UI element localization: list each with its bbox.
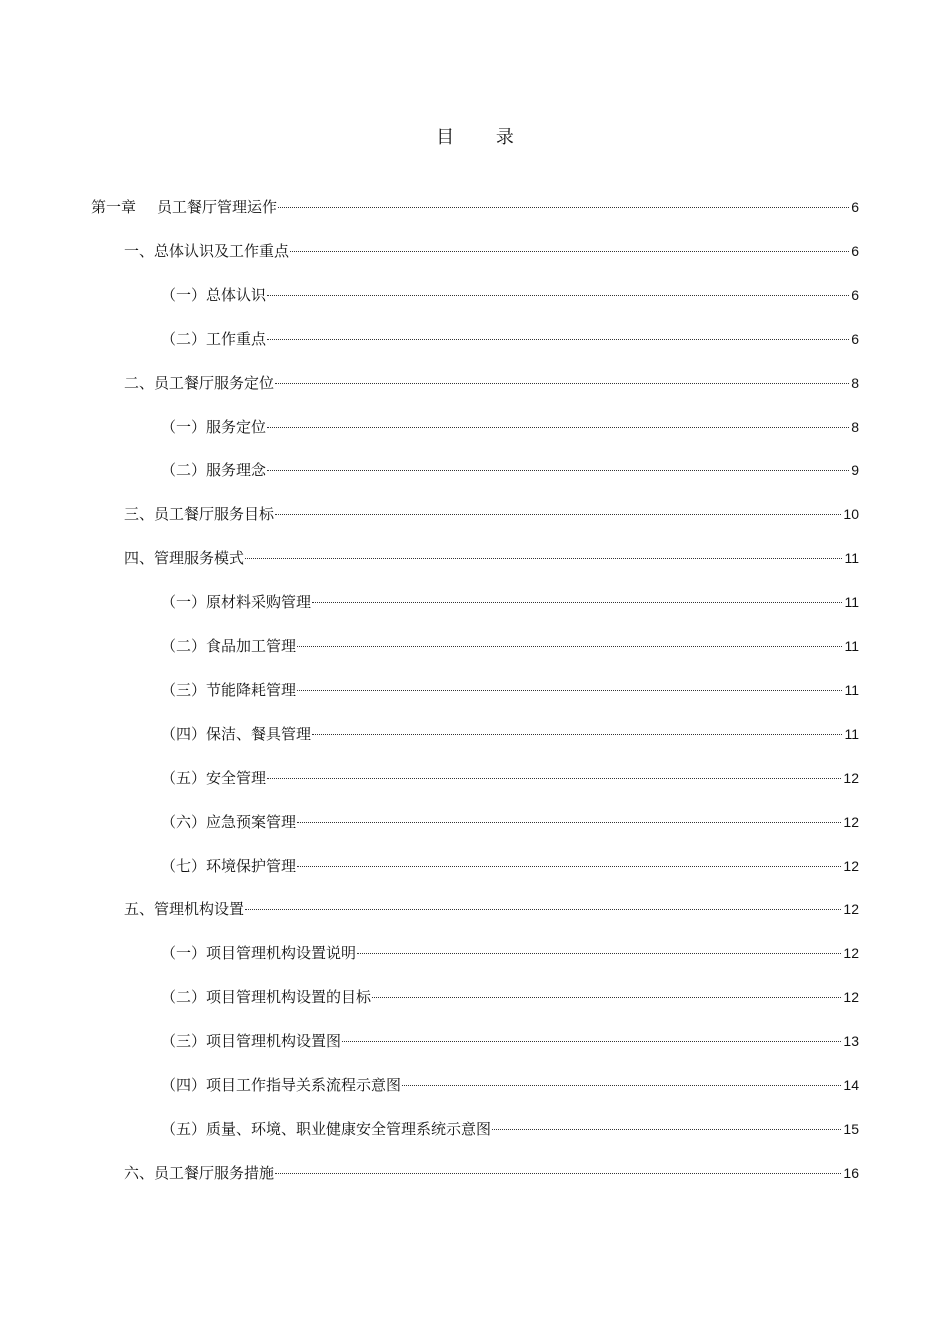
toc-entry[interactable]	[124, 240, 859, 262]
toc-entry-number: （三）	[161, 1032, 207, 1050]
toc-page-number: 15	[843, 1121, 859, 1137]
toc-entry-label	[161, 679, 296, 701]
toc-entry-number: （二）	[161, 988, 207, 1006]
toc-dot-leader	[297, 646, 842, 647]
toc-entry-number: （六）	[161, 813, 207, 831]
toc-page-number: 12	[843, 814, 859, 830]
toc-entry-label	[161, 416, 266, 438]
toc-dot-leader	[297, 690, 842, 691]
toc-entry-number: （一）	[161, 286, 207, 304]
toc-entry-title: 环境保护管理	[206, 857, 297, 875]
toc-entry-label	[124, 547, 244, 569]
toc-entry-label	[161, 635, 296, 657]
toc-page-number: 11	[844, 682, 859, 698]
toc-dot-leader	[312, 734, 842, 735]
toc-entry-label	[161, 723, 311, 745]
toc-entry-title: 项目管理机构设置说明	[206, 944, 357, 962]
toc-entry-label	[161, 811, 296, 833]
toc-dot-leader	[267, 295, 849, 296]
toc-entry-number: （三）	[161, 681, 207, 699]
toc-entry-title: 员工餐厅管理运作	[157, 198, 278, 216]
toc-dot-leader	[267, 470, 849, 471]
toc-entry[interactable]	[124, 372, 859, 394]
toc-entry-label	[124, 1162, 274, 1184]
toc-page-number: 10	[843, 506, 859, 522]
toc-page-number: 8	[851, 419, 859, 435]
toc-entry-title: 安全管理	[206, 769, 267, 787]
toc-dot-leader	[297, 866, 841, 867]
toc-entry[interactable]	[161, 591, 859, 613]
toc-entry-title: 食品加工管理	[206, 637, 297, 655]
toc-entry-title: 原材料采购管理	[206, 593, 312, 611]
toc-entry-number: 五、	[124, 900, 155, 918]
toc-entry[interactable]	[161, 986, 859, 1008]
toc-entry[interactable]	[161, 767, 859, 789]
toc-entry-number: （二）	[161, 461, 207, 479]
toc-page-number: 9	[851, 462, 859, 478]
toc-page-number: 11	[844, 594, 859, 610]
toc-page-number: 14	[843, 1077, 859, 1093]
toc-dot-leader	[357, 953, 841, 954]
toc-page-number: 6	[851, 243, 859, 259]
toc-dot-leader	[267, 778, 841, 779]
toc-entry-title: 节能降耗管理	[206, 681, 297, 699]
toc-entry-label	[161, 591, 311, 613]
toc-entry-label	[124, 240, 289, 262]
toc-entry-label	[161, 767, 266, 789]
toc-entry[interactable]	[161, 1030, 859, 1052]
toc-entry-title: 项目管理机构设置图	[206, 1032, 342, 1050]
toc-entry-label	[124, 898, 244, 920]
toc-page-number: 12	[843, 945, 859, 961]
toc-dot-leader	[372, 997, 841, 998]
toc-page-number: 12	[843, 989, 859, 1005]
toc-dot-leader	[402, 1085, 841, 1086]
toc-dot-leader	[275, 1173, 841, 1174]
toc-entry-number: （五）	[161, 1120, 207, 1138]
toc-dot-leader	[245, 909, 841, 910]
toc-dot-leader	[492, 1129, 841, 1130]
toc-entry[interactable]	[161, 855, 859, 877]
toc-entry-number: 六、	[124, 1164, 155, 1182]
toc-entry[interactable]	[161, 1074, 859, 1096]
toc-entry-number: （七）	[161, 857, 207, 875]
toc-entry-title: 管理机构设置	[154, 900, 245, 918]
toc-entry[interactable]	[161, 679, 859, 701]
toc-page-number: 11	[844, 550, 859, 566]
toc-dot-leader	[342, 1041, 841, 1042]
toc-dot-leader	[267, 339, 849, 340]
toc-entry-title: 项目工作指导关系流程示意图	[206, 1076, 402, 1094]
toc-dot-leader	[275, 383, 849, 384]
toc-entry[interactable]	[161, 942, 859, 964]
toc-entry-label	[161, 459, 266, 481]
toc-entry-number: （一）	[161, 593, 207, 611]
toc-entry-title: 员工餐厅服务目标	[154, 505, 275, 523]
toc-entry-label	[91, 196, 277, 218]
toc-entry-title: 管理服务模式	[154, 549, 245, 567]
toc-entry-title: 服务定位	[206, 418, 267, 436]
toc-entry-label	[161, 328, 266, 350]
toc-dot-leader	[297, 822, 841, 823]
toc-entry-label	[124, 503, 274, 525]
toc-entry-title: 工作重点	[206, 330, 267, 348]
toc-dot-leader	[278, 207, 849, 208]
toc-entry-number: （一）	[161, 944, 207, 962]
toc-entry-title: 应急预案管理	[206, 813, 297, 831]
toc-entry-number: （四）	[161, 725, 207, 743]
toc-entry-label	[161, 942, 356, 964]
toc-page-number: 12	[843, 858, 859, 874]
toc-entry-number: 四、	[124, 549, 155, 567]
toc-page-number: 6	[851, 331, 859, 347]
toc-entry[interactable]	[91, 196, 859, 218]
toc-entry-label	[124, 372, 274, 394]
toc-entry-number: （四）	[161, 1076, 207, 1094]
toc-entry-number: （一）	[161, 418, 207, 436]
toc-entry-label	[161, 855, 296, 877]
toc-page-number: 16	[843, 1165, 859, 1181]
toc-dot-leader	[290, 251, 849, 252]
toc-entry-label	[161, 986, 371, 1008]
toc-entry[interactable]	[161, 328, 859, 350]
toc-page-number: 8	[851, 375, 859, 391]
toc-page-number: 11	[844, 638, 859, 654]
toc-entry-label	[161, 1030, 341, 1052]
toc-entry-number: 一、	[124, 242, 155, 260]
toc-dot-leader	[275, 514, 841, 515]
toc-page-number: 12	[843, 770, 859, 786]
toc-entry[interactable]	[161, 635, 859, 657]
toc-entry[interactable]	[161, 1118, 859, 1140]
toc-dot-leader	[267, 427, 849, 428]
toc-entry-title: 项目管理机构设置的目标	[206, 988, 372, 1006]
toc-entry[interactable]	[161, 811, 859, 833]
toc-entry[interactable]	[161, 459, 859, 481]
toc-entry-label	[161, 284, 266, 306]
toc-entry-number: （二）	[161, 330, 207, 348]
toc-entry[interactable]	[161, 284, 859, 306]
toc-entry[interactable]	[124, 898, 859, 920]
toc-entry-title: 质量、环境、职业健康安全管理系统示意图	[206, 1120, 492, 1138]
toc-page-number: 12	[843, 901, 859, 917]
toc-entry-title: 服务理念	[206, 461, 267, 479]
toc-page-number: 13	[843, 1033, 859, 1049]
toc-entry[interactable]	[161, 723, 859, 745]
toc-entry-title: 员工餐厅服务定位	[154, 374, 275, 392]
toc-page-number: 6	[851, 287, 859, 303]
toc-entry-number: （二）	[161, 637, 207, 655]
toc-page-number: 6	[851, 199, 859, 215]
toc-page-number: 11	[844, 726, 859, 742]
toc-entry-number: 第一章	[91, 198, 137, 216]
toc-entry-title: 总体认识及工作重点	[154, 242, 290, 260]
toc-entry[interactable]	[124, 1162, 859, 1184]
toc-entry-label	[161, 1118, 491, 1140]
toc-entry-number: （五）	[161, 769, 207, 787]
toc-entry[interactable]	[124, 503, 859, 525]
toc-entry-title: 保洁、餐具管理	[206, 725, 312, 743]
toc-dot-leader	[312, 602, 842, 603]
toc-dot-leader	[245, 558, 842, 559]
page-title: 目 录	[436, 127, 532, 148]
toc-entry-label	[161, 1074, 401, 1096]
toc-entry-number: 二、	[124, 374, 155, 392]
toc-entry[interactable]	[161, 416, 859, 438]
toc-entry-title: 员工餐厅服务措施	[154, 1164, 275, 1182]
toc-entry[interactable]	[124, 547, 859, 569]
toc-entry-number: 三、	[124, 505, 155, 523]
toc-entry-title: 总体认识	[206, 286, 267, 304]
